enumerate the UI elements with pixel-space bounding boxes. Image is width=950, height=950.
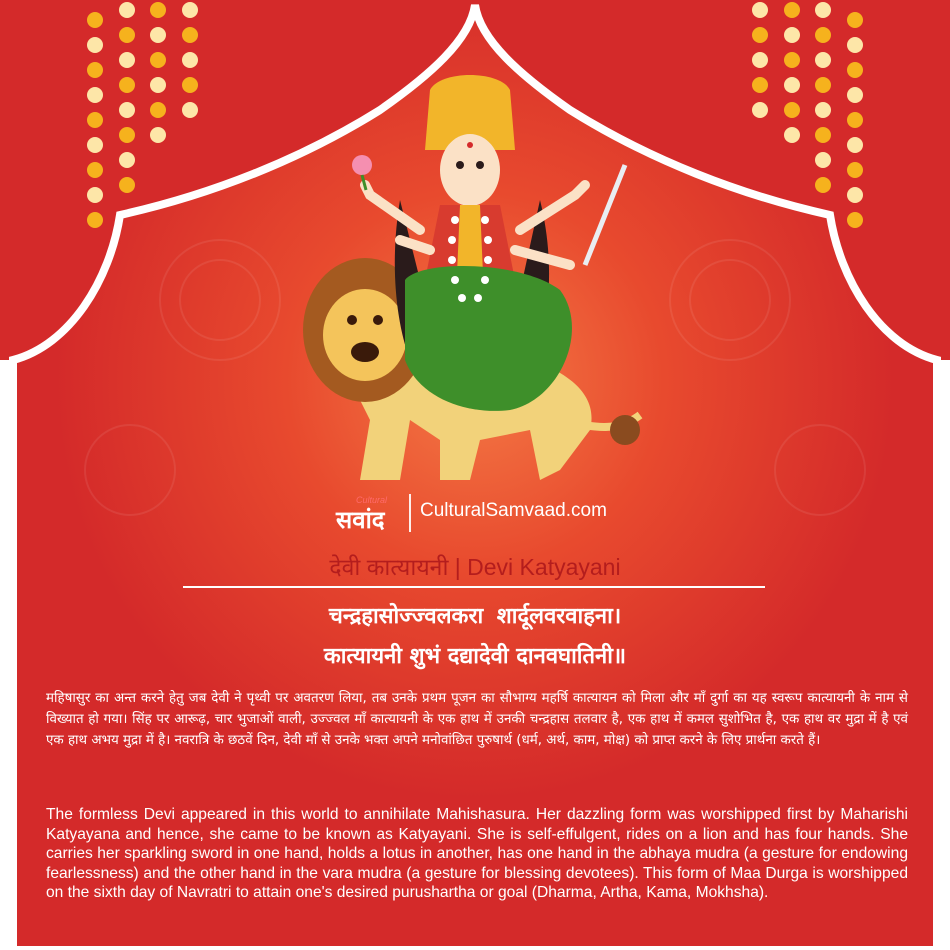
logo-big-text: सवांद	[336, 506, 385, 534]
site-logo	[330, 497, 408, 537]
site-url: CulturalSamvaad.com	[420, 500, 607, 521]
garland-strand	[87, 12, 103, 228]
mantra-line-1: चन्द्रहासोज्ज्वलकरा शार्दूलवरवाहना।	[328, 604, 622, 629]
garland-strand	[847, 12, 863, 228]
logo-divider	[409, 494, 411, 532]
page-title: देवी कात्यायनी | Devi Katyayani	[329, 554, 621, 580]
title-divider	[183, 586, 765, 588]
english-description: The formless Devi appeared in this world to annihilate Mahishasura. Her dazzling form was worshipped first by Maharishi Katyayana and hence, she came to be known as Katyayani. She is self-effulgent, rides on a lion and has four hands. She carries her sparkling sword in one hand, holds a lotus in another, has one hand in the abhaya mudra (a gesture for endowing fearlessness) and the other hand in the vara mudra (a gesture for blessing devotees). This form of Maa Durga is worshipped on the sixth day of Navratri to attain one's desired purushartha or goal (Dharma, Artha, Kama, Mokhsha).	[46, 806, 908, 902]
hindi-description: महिषासुर का अन्त करने हेतु जब देवी ने पृथ्वी पर अवतरण लिया, तब उनके प्रथम पूजन का सौभाग्य महर्षि कात्यायन को मिला और माँ दुर्गा का यह स्वरूप कात्यायनी के नाम से विख्यात हो गया। सिंह पर आरूढ़, चार भुजाओं वाली, उज्ज्वल माँ कात्यायनी के एक हाथ में उनकी चन्द्रहास तलवार है, एक हाथ में कमल सुशोभित है, एक हाथ वर मुद्रा में है एवं एक हाथ अभय मुद्रा में है। नवरात्रि के छठवें दिन, देवी माँ से उनके भक्त अपने मनोवांछित पुरुषार्थ (धर्म, अर्थ, काम, मोक्ष) को प्राप्त करने के लिए प्रार्थना करते हैं।	[46, 691, 908, 748]
mantra-line-2: कात्यायनी शुभं दद्यादेवी दानवघातिनी॥	[323, 644, 627, 669]
logo-small-text: Cultural	[356, 495, 388, 505]
